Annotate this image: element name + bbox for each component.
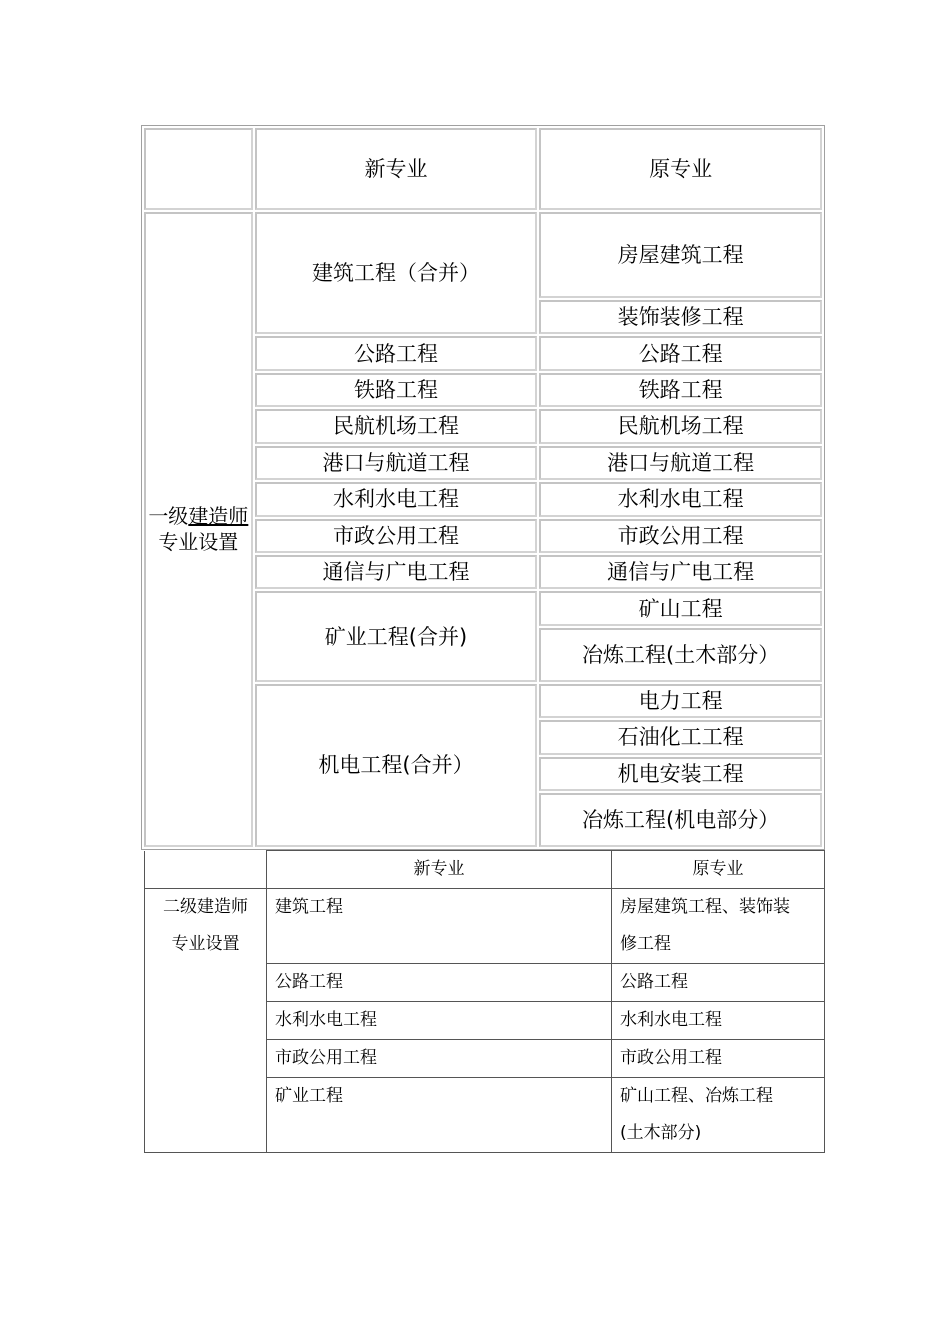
new-major-cell: 建筑工程（合并） [255,212,538,335]
lead-line-2: 专业设置 [171,934,240,954]
old-major-cell: 机电安装工程 [539,757,822,791]
old-major-cell: 电力工程 [539,684,822,718]
second-class-constructor-table [144,850,825,1153]
old-major-cell: 冶炼工程(机电部分） [539,793,822,847]
header-blank-cell [145,851,267,889]
old-major-cell: 装饰装修工程 [539,300,822,334]
old-major-line: 矿山工程、冶炼工程 [620,1086,773,1106]
row-label-first-class [144,212,253,847]
old-major-cell: 铁路工程 [539,373,822,407]
old-major-cell: 港口与航道工程 [539,446,822,480]
old-major-cell: 水利水电工程 [539,482,822,516]
old-major-cell: 市政公用工程 [539,519,822,553]
new-major-cell: 市政公用工程 [255,519,538,553]
new-major-cell: 矿业工程 [267,1078,612,1153]
old-major-cell: 通信与广电工程 [539,555,822,589]
new-major-cell: 市政公用工程 [267,1040,612,1078]
new-major-cell: 公路工程 [255,336,538,370]
lead-text-a: 一级 [148,504,189,529]
new-major-cell: 建筑工程 [267,889,612,964]
old-major-cell: 民航机场工程 [539,409,822,443]
header-blank-cell [144,128,253,210]
old-major-cell: 市政公用工程 [612,1040,825,1078]
old-major-cell: 冶炼工程(土木部分） [539,628,822,682]
old-major-cell: 水利水电工程 [612,1002,825,1040]
new-major-cell: 水利水电工程 [255,482,538,516]
first-class-constructor-table [141,125,825,850]
new-major-cell: 民航机场工程 [255,409,538,443]
old-major-cell: 公路工程 [539,336,822,370]
new-major-cell: 水利水电工程 [267,1002,612,1040]
old-major-line: (土木部分) [620,1123,702,1143]
old-major-line: 修工程 [620,934,671,954]
old-major-cell: 房屋建筑工程 [539,212,822,298]
row-label-second-class [145,889,267,1153]
new-major-cell: 机电工程(合并） [255,684,538,847]
lead-line-1: 二级建造师 [163,897,248,917]
new-major-cell: 通信与广电工程 [255,555,538,589]
old-major-cell [612,1078,825,1153]
lead-text-b: 建造师 [188,504,249,529]
header-new-major: 新专业 [255,128,538,210]
new-major-cell: 矿业工程(合并) [255,591,538,681]
old-major-cell [612,889,825,964]
old-major-cell: 石油化工工程 [539,720,822,754]
header-old-major: 原专业 [539,128,822,210]
old-major-cell: 矿山工程 [539,591,822,625]
header-old-major: 原专业 [612,851,825,889]
old-major-cell: 公路工程 [612,964,825,1002]
new-major-cell: 公路工程 [267,964,612,1002]
new-major-cell: 铁路工程 [255,373,538,407]
old-major-line: 房屋建筑工程、装饰装 [620,897,790,917]
lead-text-c: 专业设置 [158,530,239,555]
header-new-major: 新专业 [267,851,612,889]
new-major-cell: 港口与航道工程 [255,446,538,480]
